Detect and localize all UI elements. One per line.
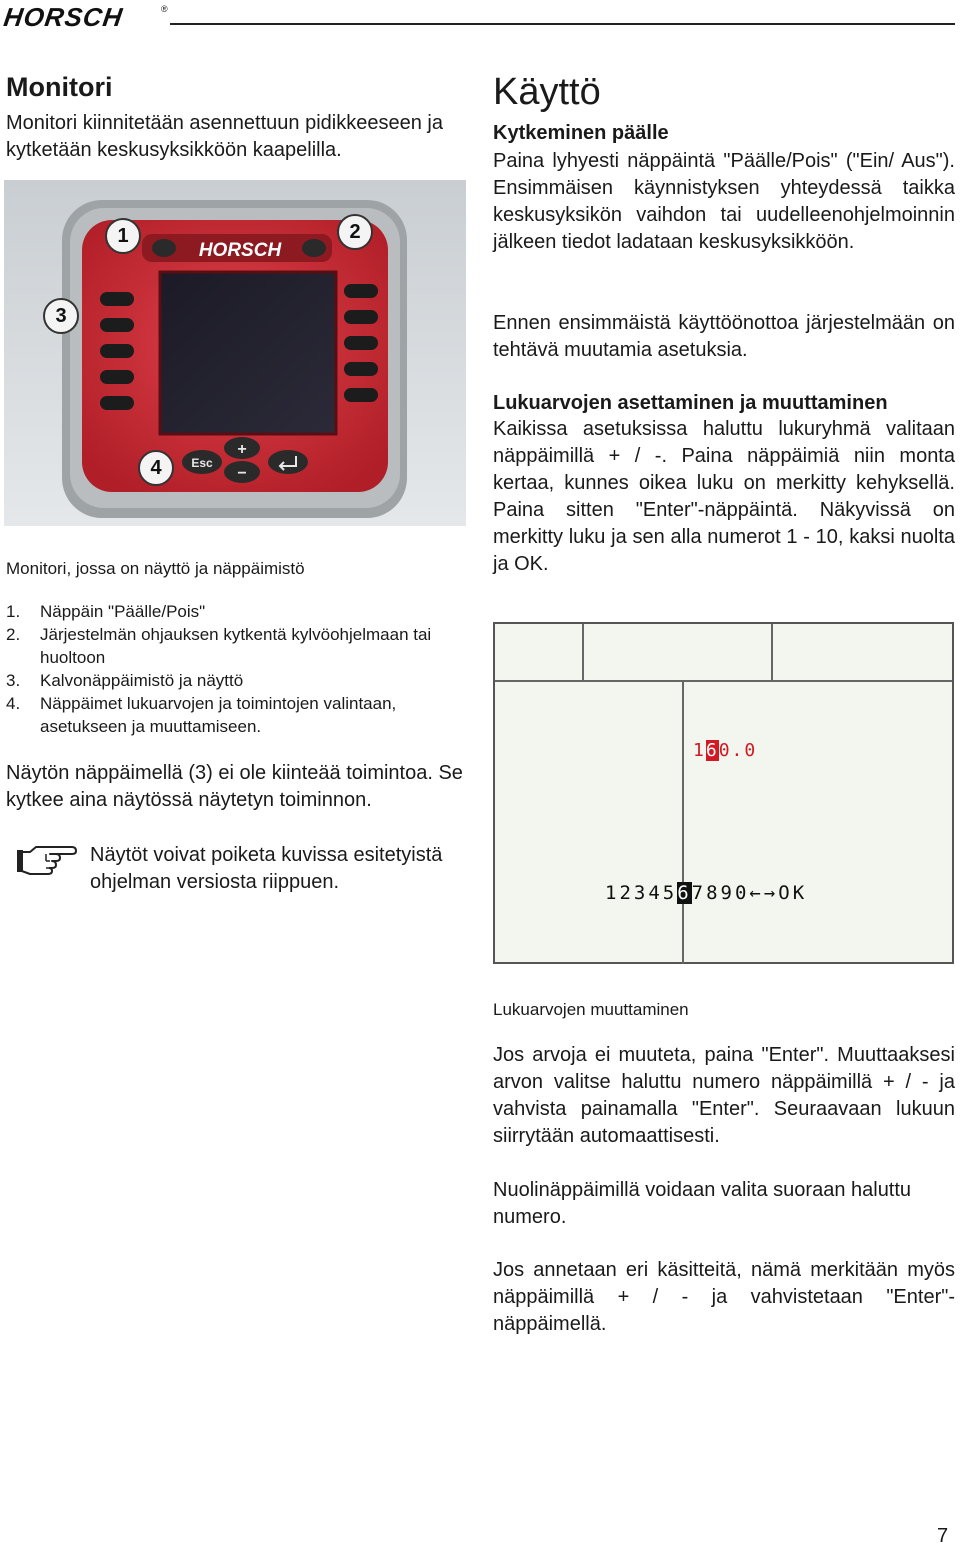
lcd-value-cursor: 6	[705, 740, 719, 761]
brand-logo: HORSCH	[1, 2, 125, 32]
monitor-intro-text: Monitori kiinnitetään asennettuun pidikkeeseen ja kytketään keskusyksikköön kaapelilla.	[6, 112, 443, 161]
list-item	[6, 600, 476, 623]
enter-text: Jos arvoja ei muuteta, paina "Enter". Muuttaaksesi arvon valitse haluttu numero näppäimillä + / - ja vahvista painamalla "Enter". Seuraavaan lukuun siirrytään automaattisesti.	[493, 1044, 955, 1147]
list-item-text: Kalvonäppäimistö ja näyttö	[40, 671, 244, 690]
monitor-photo	[4, 180, 466, 526]
lcd-digit-selector	[605, 882, 807, 904]
list-item-number: 4.	[6, 694, 21, 713]
monitor-illustration	[4, 180, 466, 526]
lcd-screen	[493, 622, 954, 964]
list-item-text: Näppäimet lukuarvojen ja toimintojen valintaan, asetukseen ja muuttamiseen.	[40, 694, 397, 736]
caption-list	[6, 600, 476, 738]
photo-caption: Monitori, jossa on näyttö ja näppäimistö	[6, 559, 305, 578]
plus-key-label: +	[237, 441, 247, 458]
lcd-digits-post: 7890←→OK	[691, 882, 808, 904]
list-item	[6, 692, 476, 738]
screens-version-note: Näytöt voivat poiketa kuvissa esitetyistä ohjelman versiosta riippuen.	[90, 844, 443, 893]
section-heading-monitor: Monitori	[6, 72, 113, 102]
list-item-number: 2.	[6, 625, 21, 644]
device-brand-text: HORSCH	[198, 240, 282, 261]
terms-text: Jos annetaan eri käsitteitä, nämä merkitään myös näppäimillä + / - ja vahvistetaan "Enter"-näppäimellä.	[493, 1259, 955, 1335]
callout-1: 1	[105, 218, 141, 254]
minus-key-label: −	[237, 465, 247, 482]
list-item	[6, 669, 476, 692]
lcd-value-post: 0.0	[718, 740, 758, 761]
lcd-divider	[495, 680, 952, 682]
subheading-values: Lukuarvojen asettaminen ja muuttaminen	[493, 392, 888, 414]
lcd-value-pre: 1	[693, 740, 706, 761]
arrow-keys-text: Nuolinäppäimillä voidaan valita suoraan haluttu numero.	[493, 1179, 912, 1228]
callout-4: 4	[138, 450, 174, 486]
list-item-number: 3.	[6, 671, 21, 690]
setup-text: Ennen ensimmäistä käyttöönottoa järjestelmään on tehtävä muutamia asetuksia.	[493, 312, 955, 361]
header-rule	[170, 23, 955, 25]
subheading-power-on: Kytkeminen päälle	[493, 122, 669, 144]
values-text: Kaikissa asetuksissa haluttu lukuryhmä valitaan näppäimillä + / -. Paina näppäimiä niin monta kertaa, kunnes oikea luku on merkitty kehyksellä. Paina sitten "Enter"-näppäintä. Näkyvissä on merkitty luku ja sen alla numerot 1 - 10, kaksi nuolta ja OK.	[493, 418, 955, 575]
pointing-hand-icon	[16, 842, 78, 876]
lcd-divider	[582, 624, 584, 680]
softkey-note: Näytön näppäimellä (3) ei ole kiinteää toimintoa. Se kytkee aina näytössä näytetyn toiminnon.	[6, 762, 463, 811]
registered-mark: ®	[161, 4, 168, 14]
list-item-text: Näppäin "Päälle/Pois"	[40, 602, 206, 621]
list-item-number: 1.	[6, 602, 21, 621]
lcd-value-display	[693, 740, 757, 761]
power-on-text: Paina lyhyesti näppäintä "Päälle/Pois" ("Ein/ Aus"). Ensimmäisen käynnistyksen yhteydessä taikka keskusyksikön vaihdon tai uudelleenohjelmoinnin jälkeen tiedot ladataan keskusyksikköön.	[493, 150, 955, 253]
lcd-digits-pre: 12345	[605, 882, 678, 904]
list-item	[6, 623, 476, 669]
esc-key-label: Esc	[191, 456, 213, 470]
callout-3: 3	[43, 298, 79, 334]
lcd-divider	[682, 680, 684, 964]
callout-2: 2	[337, 214, 373, 250]
list-item-text: Järjestelmän ohjauksen kytkentä kylvöohjelmaan tai huoltoon	[40, 625, 432, 667]
section-heading-operation: Käyttö	[493, 71, 601, 113]
lcd-caption: Lukuarvojen muuttaminen	[493, 1000, 689, 1019]
lcd-divider	[771, 624, 773, 680]
page-number: 7	[937, 1525, 949, 1547]
lcd-digit-selected: 6	[677, 882, 692, 904]
